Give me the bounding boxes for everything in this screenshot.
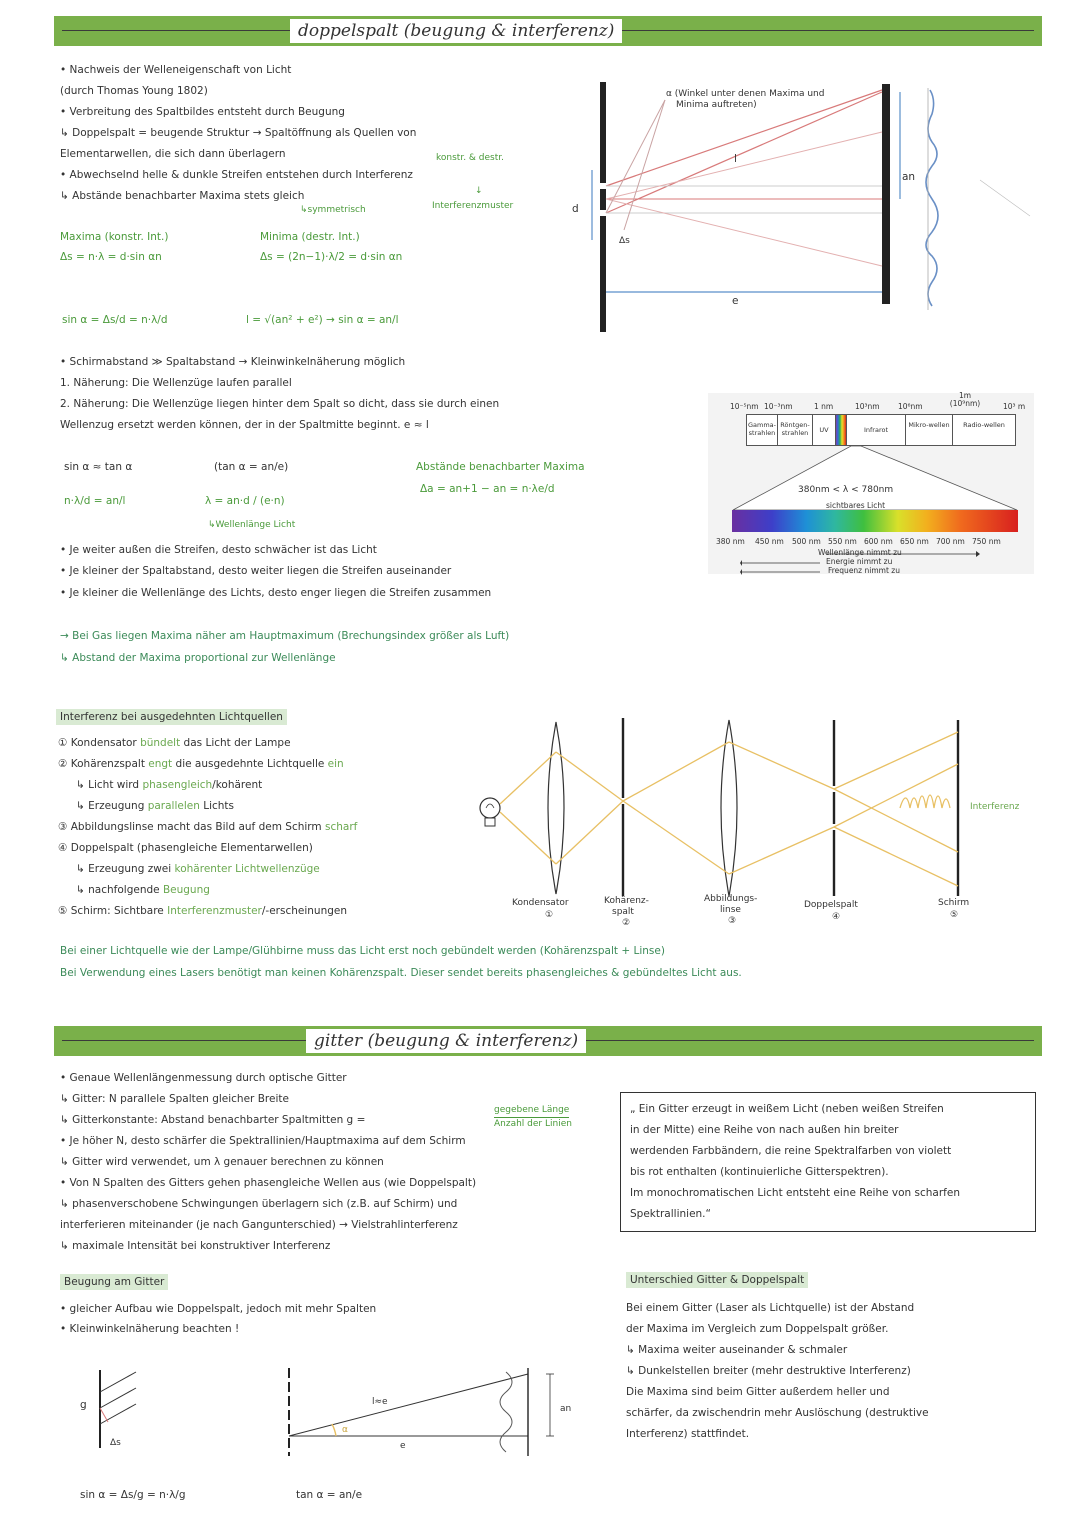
scale-label: 1 nm [814, 402, 834, 411]
label-kohaerenzspalt: Kohärenz- [604, 896, 649, 906]
scale-label: 10³ m [1003, 402, 1026, 411]
label-alpha: α [342, 1425, 348, 1435]
alpha-note: α (Winkel unter denen Maxima und [666, 89, 825, 99]
interferenz-label: Interferenz [970, 802, 1020, 812]
label-e: e [400, 1441, 406, 1451]
slit-wall [600, 82, 606, 332]
scale-label: 10⁶nm [898, 402, 923, 411]
quote-line: in der Mitte) eine Reihe von nach außen hin breiter [630, 1124, 899, 1136]
text-line: • Je höher N, desto schärfer die Spektrallinien/Hauptmaxima auf dem Schirm [60, 1135, 466, 1147]
text-line: ↳ Gitter wird verwendet, um λ genauer berechnen zu können [60, 1156, 384, 1168]
section-header-beugung: Beugung am Gitter [60, 1274, 168, 1290]
list-item: ④ Doppelspalt (phasengleiche Elementarwellen) [58, 842, 313, 854]
maxima-label: Maxima (konstr. Int.) [60, 231, 169, 243]
label-an: an [902, 171, 916, 183]
bullet: • Je weiter außen die Streifen, desto schwächer ist das Licht [60, 544, 377, 556]
quote-line: bis rot enthalten (kontinuierliche Gitterspektren). [630, 1166, 889, 1178]
formula-sin: sin α = Δs/d = n·λ/d [62, 314, 168, 326]
arrow-label: Wellenlänge nimmt zu [818, 548, 902, 557]
note-laser: Bei Verwendung eines Lasers benötigt man keinen Kohärenzspalt. Dieser sendet bereits phasengleiches & gebündeltes Licht aus. [60, 967, 742, 979]
text-line: ↳ Maxima weiter auseinander & schmaler [626, 1344, 848, 1356]
label-lze: l≈e [372, 1397, 388, 1407]
text-line: der Maxima im Vergleich zum Doppelspalt größer. [626, 1323, 889, 1335]
band-radiowellen: Radio-wellen [963, 421, 1005, 429]
text-line: 1. Näherung: Die Wellenzüge laufen parallel [60, 377, 292, 389]
text-line: • Von N Spalten des Gitters gehen phasengleiche Wellen aus (wie Doppelspalt) [60, 1177, 477, 1189]
gas-note: → Bei Gas liegen Maxima näher am Hauptmaximum (Brechungsindex größer als Luft) [60, 630, 510, 642]
list-item: ↳ Erzeugung parallelen Lichts [76, 800, 235, 812]
abstaende-label: Abstände benachbarter Maxima [416, 461, 585, 473]
list-item: ↳ Licht wird phasengleich/kohärent [76, 779, 263, 791]
text-line: schärfer, da zwischendrin mehr Auslöschung (destruktive [626, 1407, 929, 1419]
proportional-note: ↳ Abstand der Maxima proportional zur Wellenlänge [60, 652, 336, 664]
band-infrarot: Infrarot [847, 415, 906, 445]
band-gamma: Gamma-strahlen [747, 415, 778, 445]
label-ds: Δs [110, 1438, 121, 1448]
list-item: ① Kondensator bündelt das Licht der Lampe [58, 737, 291, 749]
wl-tick: 550 nm [828, 537, 857, 546]
spectrum-arrows [740, 550, 980, 578]
wl-tick: 600 nm [864, 537, 893, 546]
g-frac-bottom: Anzahl der Linien [494, 1119, 572, 1129]
label-kondensator: Kondensator [512, 898, 569, 908]
text-line: • Kleinwinkelnäherung beachten ! [60, 1323, 240, 1335]
lamp-icon [480, 798, 500, 826]
label-schirm: Schirm [938, 898, 970, 908]
quote-line: „ Ein Gitter erzeugt in weißem Licht (neben weißen Streifen [630, 1103, 944, 1115]
section-title: gitter (beugung & interferenz) [306, 1029, 586, 1053]
scale-label: 1m (10⁹nm) [949, 391, 981, 408]
text-line: Interferenz) stattfindet. [626, 1428, 750, 1440]
optical-setup-diagram [470, 712, 990, 902]
text-line: Wellenzug ersetzt werden können, der in der Spaltmitte beginnt. e ≈ l [60, 419, 429, 431]
number-1: ① [545, 910, 554, 920]
slit-bottom [600, 210, 606, 216]
wl-tick: 750 nm [972, 537, 1001, 546]
list-item: ↳ Erzeugung zwei kohärenter Lichtwellenzüge [76, 863, 320, 875]
text-line: ↳ Gitterkonstante: Abstand benachbarter Spaltmitten g = [60, 1114, 366, 1126]
lambda-eq: λ = an·d / (e·n) [205, 495, 285, 507]
text-line: ↳ Doppelspalt = beugende Struktur → Spaltöffnung als Quellen von [60, 127, 417, 139]
section-title: doppelspalt (beugung & interferenz) [290, 19, 622, 43]
number-4: ④ [832, 912, 841, 922]
text-line: Elementarwellen, die sich dann überlagern [60, 148, 286, 160]
tan-def: (tan α = an/e) [214, 461, 289, 473]
label-kohaerenzspalt: spalt [612, 907, 634, 917]
text-line: interferieren miteinander (je nach Gangunterschied) → Vielstrahlinterferenz [60, 1219, 458, 1231]
doppelspalt-diagram [570, 70, 1050, 340]
text-line: • Genaue Wellenlängenmessung durch optische Gitter [60, 1072, 347, 1084]
text-line: • Verbreitung des Spaltbildes entsteht durch Beugung [60, 106, 345, 118]
text-line: Bei einem Gitter (Laser als Lichtquelle) ist der Abstand [626, 1302, 915, 1314]
number-3: ③ [728, 916, 737, 926]
visible-spectrum-bar [732, 510, 1018, 532]
text-line: ↳ maximale Intensität bei konstruktiver Interferenz [60, 1240, 331, 1252]
text-line: • gleicher Aufbau wie Doppelspalt, jedoch mit mehr Spalten [60, 1303, 377, 1315]
formula-sin-gitter: sin α = Δs/g = n·λ/g [80, 1489, 186, 1501]
label-e: e [732, 295, 739, 307]
quote-line: Spektrallinien.“ [630, 1208, 711, 1220]
slit-top [600, 183, 606, 189]
list-item: ↳ nachfolgende Beugung [76, 884, 210, 896]
minima-formula: Δs = (2n−1)·λ/2 = d·sin αn [260, 251, 403, 263]
text-line: Die Maxima sind beim Gitter außerdem heller und [626, 1386, 890, 1398]
text-line: ↳ Abstände benachbarter Maxima stets gleich [60, 190, 305, 202]
section-banner-doppelspalt [54, 16, 1042, 46]
label-abbildungslinse: linse [720, 905, 741, 915]
text-line: • Schirmabstand ≫ Spaltabstand → Kleinwinkelnäherung möglich [60, 356, 406, 368]
section-banner-gitter [54, 1026, 1042, 1056]
sin-tan: sin α ≈ tan α [64, 461, 133, 473]
text-line: • Abwechselnd helle & dunkle Streifen entstehen durch Interferenz [60, 169, 413, 181]
text-line: • Nachweis der Welleneigenschaft von Licht [60, 64, 292, 76]
eq-left: n·λ/d = an/l [64, 495, 126, 507]
list-item: ② Kohärenzspalt engt die ausgedehnte Lichtquelle ein [58, 758, 344, 770]
text-line: ↳ Dunkelstellen breiter (mehr destruktive Interferenz) [626, 1365, 911, 1377]
band-mikrowellen: Mikro-wellen [906, 415, 953, 445]
annotation: ↳Wellenlänge Licht [208, 520, 296, 530]
minima-label: Minima (destr. Int.) [260, 231, 360, 243]
label-g: g [80, 1399, 87, 1411]
band-visible [836, 415, 847, 445]
scale-label: 10⁻³nm [764, 402, 793, 411]
label-ds: Δs [619, 236, 630, 246]
label-d: d [572, 203, 579, 215]
band-roentgen: Röntgen-strahlen [778, 415, 813, 445]
gitter-diagram [86, 1362, 606, 1462]
alpha-note: Minima auftreten) [676, 100, 757, 110]
section-header-unterschied: Unterschied Gitter & Doppelspalt [626, 1272, 808, 1288]
number-5: ⑤ [950, 910, 959, 920]
formula-l: l = √(an² + e²) → sin α = an/l [246, 314, 399, 326]
arrow-label: Frequenz nimmt zu [828, 566, 900, 575]
label-abbildungslinse: Abbildungs- [704, 894, 758, 904]
text-line: 2. Näherung: Die Wellenzüge liegen hinter dem Spalt so dicht, dass sie durch einen [60, 398, 500, 410]
note-lamp: Bei einer Lichtquelle wie der Lampe/Glühbirne muss das Licht erst noch gebündelt werden (Kohärenzspalt + Linse) [60, 945, 665, 957]
quote-line: Im monochromatischen Licht entsteht eine Reihe von scharfen [630, 1187, 960, 1199]
number-2: ② [622, 918, 631, 928]
label-doppelspalt: Doppelspalt [804, 900, 858, 910]
bullet: • Je kleiner die Wellenlänge des Lichts, desto enger liegen die Streifen zusammen [60, 587, 492, 599]
visible-label: sichtbares Licht [826, 501, 886, 510]
wl-tick: 700 nm [936, 537, 965, 546]
annotation: Interferenzmuster [432, 201, 514, 211]
screen [882, 84, 890, 304]
wl-tick: 450 nm [755, 537, 784, 546]
section-header-interferenz: Interferenz bei ausgedehnten Lichtquellen [56, 709, 287, 725]
bullet: • Je kleiner der Spaltabstand, desto weiter liegen die Streifen auseinander [60, 565, 452, 577]
label-l: l [734, 153, 737, 165]
abstaende-formula: Δa = an+1 − an = n·λe/d [420, 483, 555, 495]
formula-tan-gitter: tan α = an/e [296, 1489, 363, 1501]
scale-label: 10³nm [855, 402, 880, 411]
text-line: ↳ phasenverschobene Schwingungen überlagern sich (z.B. auf Schirm) und [60, 1198, 458, 1210]
text-line: ↳ Gitter: N parallele Spalten gleicher Breite [60, 1093, 289, 1105]
scale-label: 10⁻⁵nm [730, 402, 759, 411]
spectrum-bands [746, 414, 1016, 446]
range-label: 380nm < λ < 780nm [798, 485, 894, 495]
list-item: ③ Abbildungslinse macht das Bild auf dem Schirm scharf [58, 821, 358, 833]
label-an: an [560, 1404, 572, 1414]
wl-tick: 650 nm [900, 537, 929, 546]
band-uv: UV [813, 415, 836, 445]
annotation: konstr. & destr. [436, 153, 504, 163]
text-line: (durch Thomas Young 1802) [60, 85, 208, 97]
condenser-lens [548, 722, 564, 894]
g-frac-top: gegebene Länge [494, 1103, 569, 1118]
wl-tick: 500 nm [792, 537, 821, 546]
quote-line: werdenden Farbbändern, die reine Spektralfarben von violett [630, 1145, 952, 1157]
arrow-down-icon: ↓ [475, 186, 483, 196]
annotation: ↳symmetrisch [300, 205, 366, 215]
wl-tick: 380 nm [716, 537, 745, 546]
arrow-label: Energie nimmt zu [826, 557, 893, 566]
list-item: ⑤ Schirm: Sichtbare Interferenzmuster/-erscheinungen [58, 905, 347, 917]
maxima-formula: Δs = n·λ = d·sin αn [60, 251, 162, 263]
